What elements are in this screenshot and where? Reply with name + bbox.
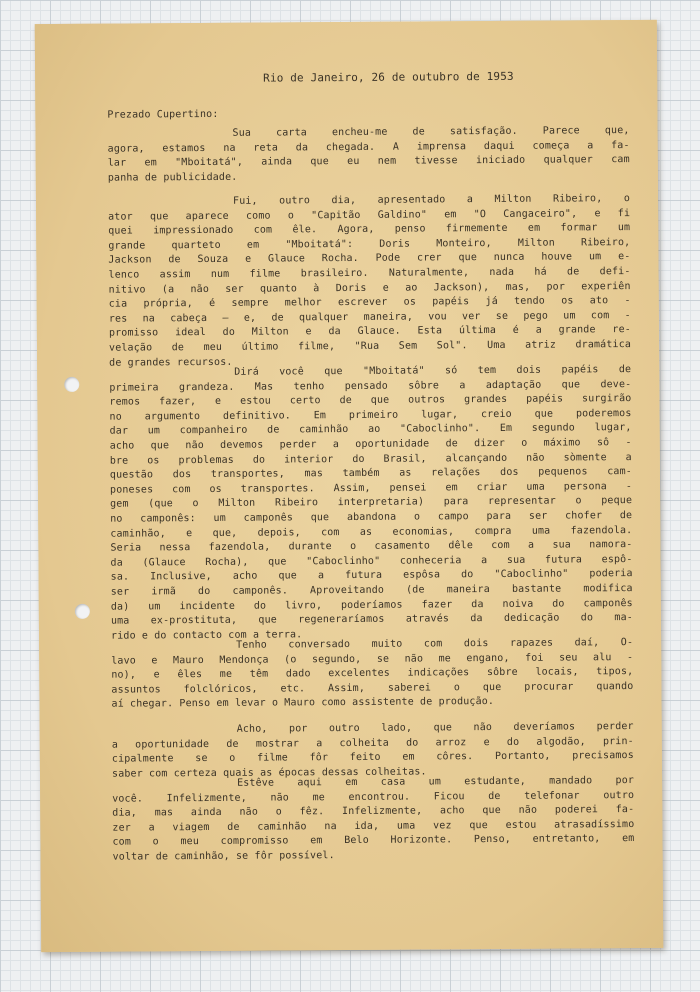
text-line: aí chegar. Penso em levar o Mauro como assistente de produção.	[111, 696, 495, 711]
text-line: cipalmente se o filme fôr feito em côres. Portanto, precisamos	[111, 750, 634, 765]
text-line: com o meu compromisso em Belo Horizonte. Penso, entretanto, em	[112, 833, 635, 849]
text-line: poneses com os transportes. Assim, pensei em criar uma persona -	[109, 480, 633, 496]
text-line: Estêve aqui em casa um estudante, mandado por	[237, 775, 635, 789]
text-line: rido e do contacto com a terra.	[111, 629, 303, 642]
text-line: panha de publicidade.	[107, 171, 238, 184]
letter-date-line: Rio de Janeiro, 26 de outubro de 1953	[263, 69, 514, 85]
text-line: agora, estamos na reta da chegada. A imprensa daqui começa a fa-	[107, 139, 630, 155]
paragraph-4	[111, 636, 633, 713]
text-line: promisso ideal do Milton e da Glauce. Esta última é a grande re-	[108, 324, 631, 340]
paragraph-6	[112, 774, 635, 865]
letter-sheet	[35, 20, 663, 952]
punch-hole-top	[64, 377, 79, 392]
text-line: quei impressionado com êle. Agora, penso firmemente em formar um	[108, 222, 631, 237]
text-line: a oportunidade de mostrar a colheita do arroz e do algodão, prin-	[111, 735, 634, 751]
text-line: ser irmã do camponês. Aproveitando (de maneira bastante modifica	[110, 582, 633, 598]
text-line: bre os problemas do interior do Brasil, alcançando não sòmente a	[109, 451, 632, 467]
text-line: dia, mas ainda não o fêz. Infelizmente, acho que não poderei fa-	[112, 804, 635, 819]
text-line: no), e êles me têm dado excelentes indicações sôbre locais, tipos,	[111, 666, 634, 681]
text-line: assuntos folclóricos, etc. Assim, saberei o que procurar quando	[111, 680, 634, 696]
text-line: primeira grandeza. Mas tenho pensado sôbre a adaptação que deve-	[109, 378, 632, 394]
text-line: lavo e Mauro Mendonça (o segundo, se não me engano, foi seu alu -	[111, 651, 634, 667]
text-line: zer a viagem de caminhão na ida, uma vez que estou atrasadíssimo	[112, 818, 635, 834]
text-line: Acho, por outro lado, que não deveríamos perder	[236, 721, 634, 735]
text-line: nitivo (a não ser quanto à Doris e ao Jackson), mas, por experiên	[108, 280, 631, 296]
text-line: res na cabeça — e, de qualquer maneira, vou ver se pego um com -	[108, 309, 631, 325]
text-line: lar em "Mboitatá", ainda que eu nem tivesse iniciado qualquer cam	[107, 154, 630, 169]
text-line: questão dos transportes, mas também as relações dos pequenos cam-	[109, 466, 632, 481]
text-line: Fui, outro dia, apresentado a Milton Ribeiro, o	[232, 193, 631, 207]
text-line: saber com certeza quais as épocas dessas colheitas.	[111, 766, 427, 780]
text-line: você. Infelizmente, não me encontrou. Ficou de telefonar outro	[112, 789, 635, 805]
text-line: lenco assim num filme brasileiro. Naturalmente, nada há de defi-	[108, 265, 631, 281]
text-line: da (Glauce Rocha), que "Caboclinho" conheceria a sua futura espô-	[110, 553, 633, 569]
letter-salutation: Prezado Cupertino:	[107, 108, 219, 121]
typed-letter-body	[107, 20, 635, 863]
text-line: grande quarteto em "Mboitatá": Doris Monteiro, Milton Ribeiro,	[108, 236, 631, 252]
text-line: Sua carta encheu-me de satisfação. Parece que,	[232, 125, 630, 139]
text-line: ator que aparece como o "Capitão Galdino" em "O Cangaceiro", e fi	[108, 207, 631, 223]
text-line: Jackson de Souza e Glauce Rocha. Pode crer que nunca houve um e-	[108, 251, 631, 267]
text-line: voltar de caminhão, se fôr possível.	[112, 850, 335, 863]
paragraph-1	[107, 124, 629, 186]
text-line: de grandes recursos.	[109, 356, 233, 369]
text-line: Tenho conversado muito com dois rapazes daí, O-	[236, 637, 634, 651]
text-line: velação de meu último filme, "Rua Sem Sol". Uma atriz dramática	[108, 338, 632, 354]
text-line: uma ex-prostituta, que regeneraríamos através da dedicação do ma-	[110, 612, 633, 627]
text-line: Dirá você que "Mboitatá" só tem dois papéis de	[234, 364, 632, 378]
paragraph-3	[109, 363, 633, 644]
text-line: da) um incidente do livro, poderíamos fazer da noiva do camponês	[110, 597, 633, 613]
text-line: gem (que o Milton Ribeiro interpretaria) para representar o peque	[110, 495, 633, 511]
text-line: no camponês: um camponês que abandona o campo para ser chofer de	[110, 509, 633, 525]
text-line: cia própria, é sempre melhor escrever os papéis já tendo os ato -	[108, 295, 631, 310]
text-line: remos fazer, e estou certo de que outros grandes papéis surgirão	[109, 393, 632, 408]
text-line: Seria nessa fazendola, durante o casamento dêle com a sua namora-	[110, 539, 633, 554]
text-line: dar um companheiro de caminhão ao "Caboclinho". Em segundo lugar,	[109, 422, 632, 438]
text-line: acho que não devemos perder a oportunidade de dizer o máximo sô -	[109, 436, 632, 452]
text-line: sa. Inclusive, acho que a futura espôsa do "Caboclinho" poderia	[110, 568, 633, 583]
text-line: caminhão, e que, depois, com as economias, compra uma fazendola.	[110, 524, 633, 540]
paragraph-5	[112, 720, 634, 782]
text-line: no argumento definitivo. Em primeiro lugar, creio que poderemos	[109, 407, 632, 423]
paragraph-2	[108, 192, 631, 371]
punch-hole-bottom	[75, 604, 90, 619]
